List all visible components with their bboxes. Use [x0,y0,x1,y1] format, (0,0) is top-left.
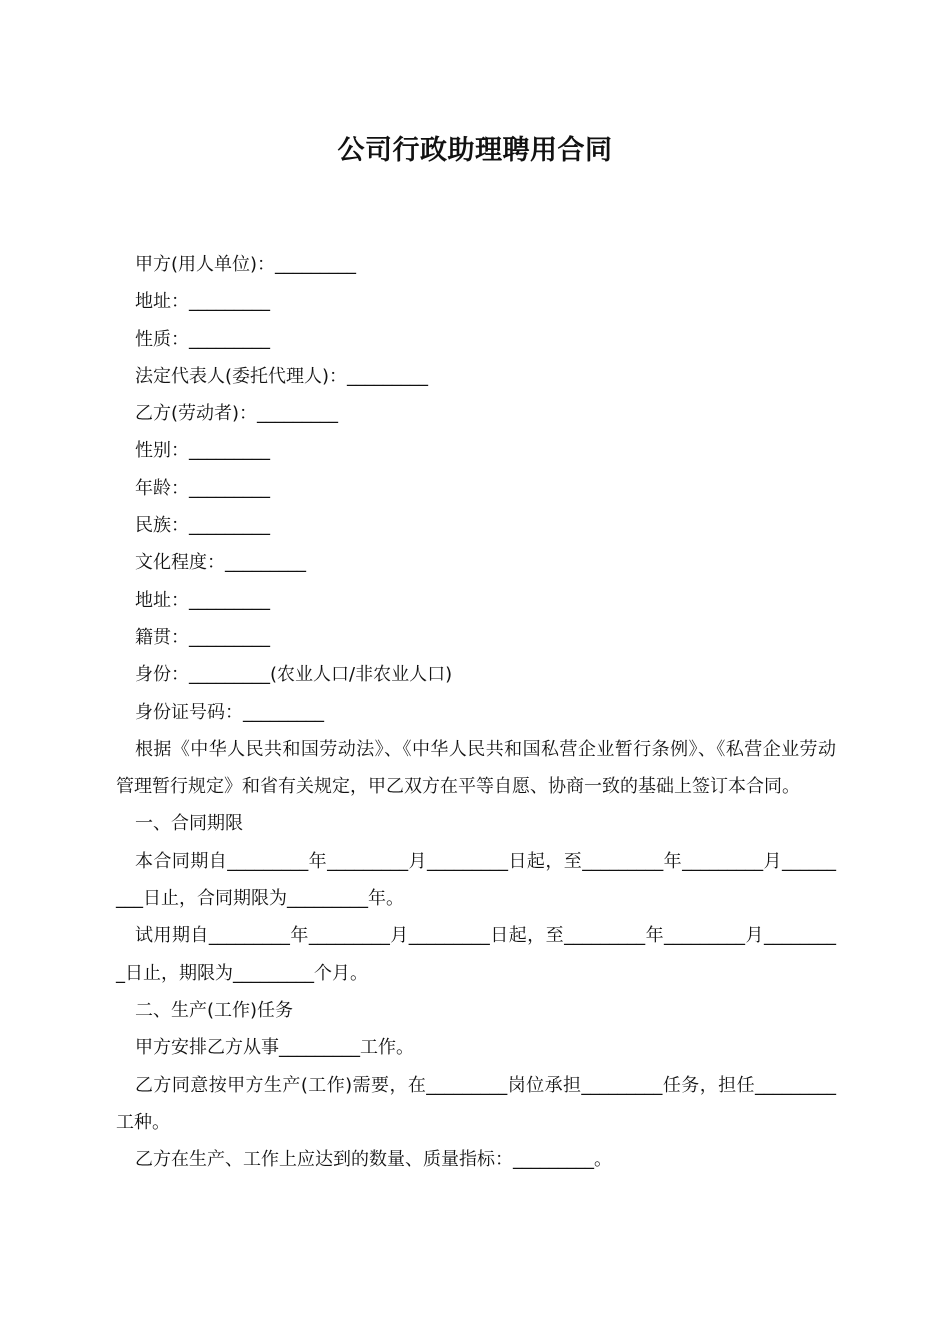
field-identity: 身份：_________(农业人口/非农业人口) [135,664,453,686]
field-gender: 性别：_________ [135,440,270,462]
field-legal-representative: 法定代表人(委托代理人)：_________ [135,365,429,387]
preamble-paragraph: 根据《中华人民共和国劳动法》、《中华人民共和国私营企业暂行条例》、《私营企业劳动管理暂行规定》和省有关规定，甲乙双方在平等自愿、协商一致的基础上签订本合同。 [116,738,836,798]
position-paragraph: 乙方同意按甲方生产(工作)需要，在_________岗位承担_________任务，担任_________工种。 [116,1074,836,1133]
field-age: 年龄：_________ [135,477,270,499]
field-education: 文化程度：_________ [135,552,306,574]
field-native-place: 籍贯：_________ [135,626,270,648]
field-nature: 性质：_________ [135,328,270,350]
contract-body [116,246,836,1178]
field-party-b: 乙方(劳动者)：_________ [135,403,339,425]
probation-paragraph: 试用期自_________年_________月_________日起，至_________年_________月_________日止，期限为_________个月。 [116,925,836,984]
field-party-b-address: 地址：_________ [135,589,270,611]
contract-title: 公司行政助理聘用合同 [337,135,613,166]
work-assignment-paragraph: 甲方安排乙方从事_________工作。 [135,1037,414,1059]
field-ethnicity: 民族：_________ [135,515,270,537]
quota-paragraph: 乙方在生产、工作上应达到的数量、质量指标：_________。 [135,1149,612,1171]
field-party-a: 甲方(用人单位)：_________ [135,254,357,275]
section-heading-term: 一、合同期限 [135,813,243,835]
field-id-number: 身份证号码：_________ [135,701,324,723]
contract-term-paragraph: 本合同期自_________年_________月_________日起，至_________年_________月_________日止，合同期限为_________年。 [116,850,836,910]
field-party-a-address: 地址：_________ [135,291,270,313]
section-heading-tasks: 二、生产(工作)任务 [135,999,294,1021]
